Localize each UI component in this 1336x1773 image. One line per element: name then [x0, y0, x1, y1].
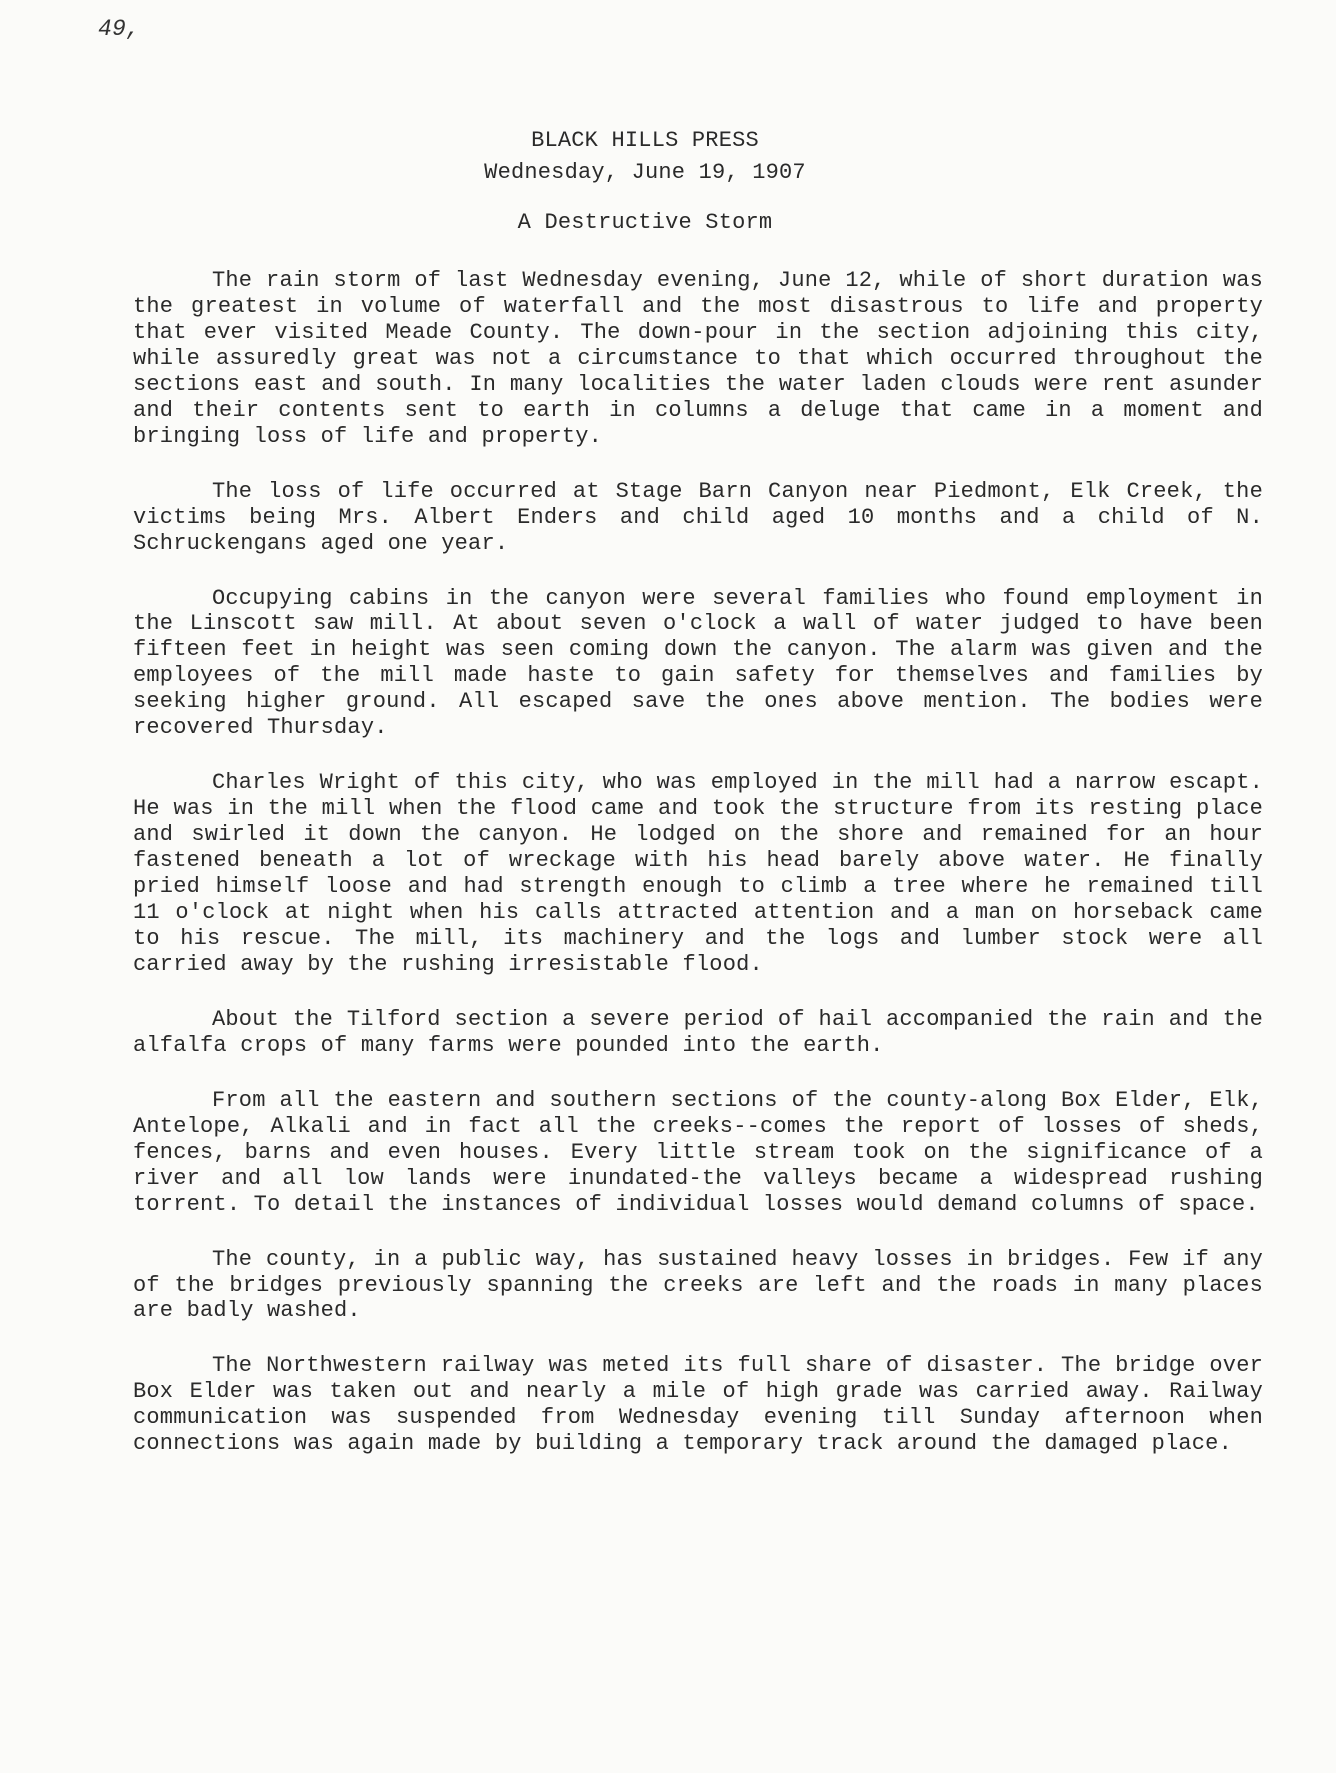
article-headline: A Destructive Storm [517, 210, 773, 235]
paragraph-1: The rain storm of last Wednesday evening, June 12, while of short duration was the greatest in volume of waterfall and the most disastrous to life and property that ever visited Meade County. The down-pour in the section adjoining this city, while assuredly great was not a circumstance to that which occurred throughout the sections east and south. In many localities the water laden clouds were rent asunder and their contents sent to earth in columns a deluge that came in a moment and bringing loss of life and property. [133, 268, 1263, 449]
paragraph-3: Occupying cabins in the canyon were several families who found employment in the Linscott saw mill. At about seven o'clock a wall of water judged to have been fifteen feet in height was seen coming down the canyon. The alarm was given and the employees of the mill made haste to gain safety for themselves and families by seeking higher ground. All escaped save the ones above mention. The bodies were recovered Thursday. [133, 585, 1263, 741]
paragraph-5: About the Tilford section a severe period of hail accompanied the rain and the alfalfa crops of many farms were pounded into the earth. [133, 1006, 1263, 1058]
publication-date: Wednesday, June 19, 1907 [484, 160, 806, 185]
page-number: 49, [98, 16, 141, 42]
article-body [133, 268, 1263, 1486]
paragraph-6: From all the eastern and southern sections of the county-along Box Elder, Elk, Antelope, Alkali and in fact all the creeks--comes the report of losses of sheds, fences, barns and even houses. Every little stream took on the significance of a river and all low lands were inundated-the valleys became a widespread rushing torrent. To detail the instances of individual losses would demand columns of space. [133, 1087, 1263, 1217]
paragraph-4: Charles Wright of this city, who was employed in the mill had a narrow escapt. He was in the mill when the flood came and took the structure from its resting place and swirled it down the canyon. He lodged on the shore and remained for an hour fastened beneath a lot of wreckage with his head barely above water. He finally pried himself loose and had strength enough to climb a tree where he remained till 11 o'clock at night when his calls attracted attention and a man on horseback came to his rescue. The mill, its machinery and the logs and lumber stock were all carried away by the rushing irresistable flood. [133, 770, 1263, 977]
paragraph-8: The Northwestern railway was meted its full share of disaster. The bridge over Box Elder was taken out and nearly a mile of high grade was carried away. Railway communication was suspended from Wednesday evening till Sunday afternoon when connections was again made by building a temporary track around the damaged place. [133, 1353, 1263, 1457]
paragraph-2: The loss of life occurred at Stage Barn Canyon near Piedmont, Elk Creek, the victims being Mrs. Albert Enders and child aged 10 months and a child of N. Schruckengans aged one year. [133, 478, 1263, 556]
paragraph-7: The county, in a public way, has sustained heavy losses in bridges. Few if any of the bridges previously spanning the creeks are left and the roads in many places are badly washed. [133, 1246, 1263, 1324]
newspaper-name: BLACK HILLS PRESS [531, 128, 759, 153]
